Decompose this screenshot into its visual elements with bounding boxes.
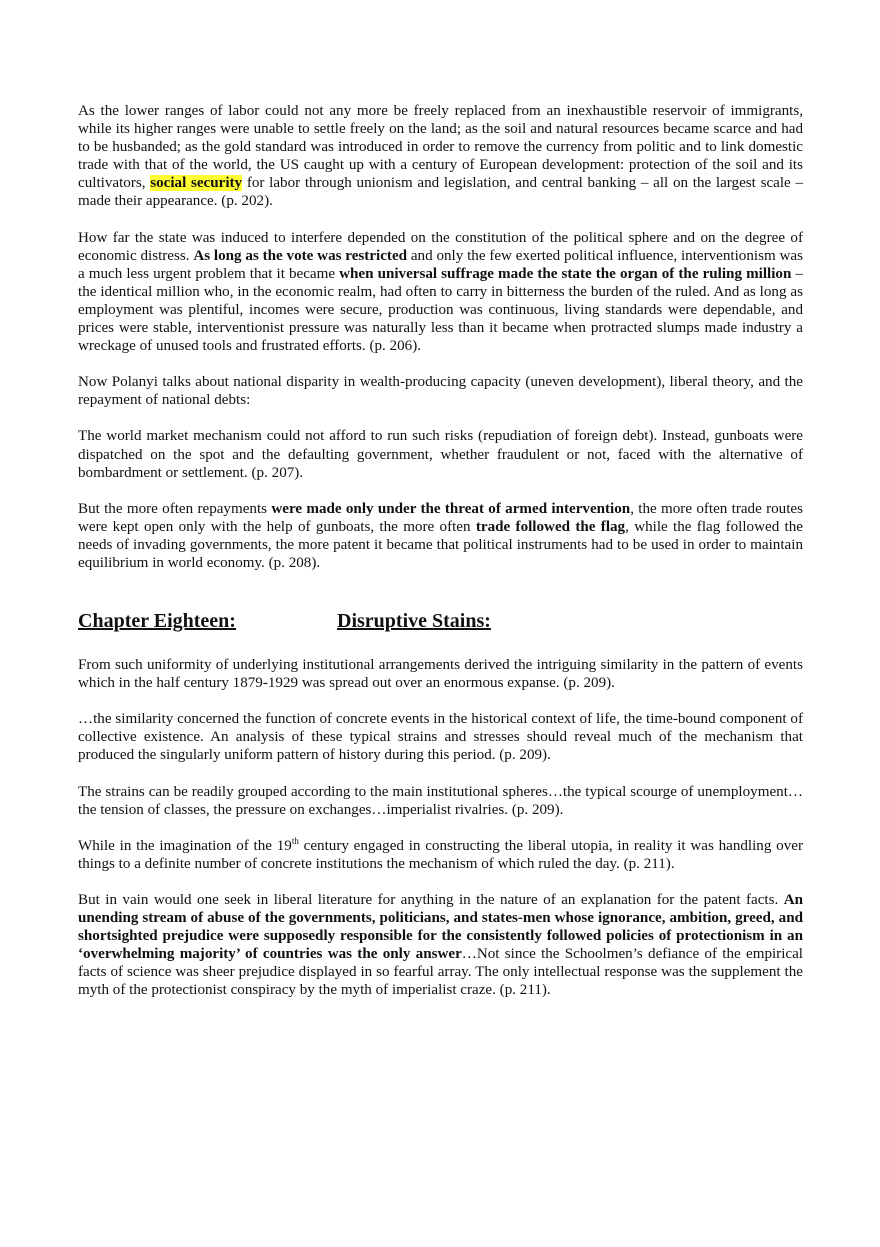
paragraph-1: As the lower ranges of labor could not any more be freely replaced from an inexhaustible reservoir of immigrants, while its higher ranges were unable to settle freely on the land; as the soil and natural resources became scarce and had to be husbanded; as the gold standard was introduced in order to remove the currency from politic and to link domestic trade with that of the world, the US caught up with a century of European development: protection of the soil and its cultivators, social security for labor through unionism and legislation, and central banking – all on the largest scale – made their appearance. (p. 202). [78, 103, 803, 210]
chapter-number: Chapter Eighteen: [78, 610, 236, 633]
document-page [78, 102, 803, 1017]
paragraph-9: While in the imagination of the 19th century engaged in constructing the liberal utopia, in reality it was handling over things to a definite number of concrete institutions the mechanism of which ruled the day. (p. 211). [78, 835, 803, 872]
paragraph-10: But in vain would one seek in liberal literature for anything in the nature of an explanation for the patent facts. An unending stream of abuse of the governments, politicians, and states-men whose ignorance, ambition, greed, and shortsighted prejudice were supposedly responsible for the consistently followed policies of protectionism in an ‘overwhelming majority’ of countries was the only answer…Not since the Schoolmen’s defiance of the empirical facts of science was sheer prejudice displayed in so fearful array. The only intellectual response was the supplement the myth of the protectionist conspiracy by the myth of imperialist craze. (p. 211). [78, 891, 803, 999]
highlighted-phrase: social security [150, 175, 243, 192]
paragraph-4: The world market mechanism could not afford to run such risks (repudiation of foreign debt). Instead, gunboats were dispatched on the spot and the defaulting government, whether fraudulent or not, faced with the alternative of bombardment or settlement. (p. 207). [78, 428, 803, 481]
paragraph-3: Now Polanyi talks about national disparity in wealth-producing capacity (uneven development), liberal theory, and the repayment of national debts: [78, 374, 803, 409]
paragraph-2: How far the state was induced to interfere depended on the constitution of the political sphere and on the degree of economic distress. As long as the vote was restricted and only the few exerted political influence, interventionism was a much less urgent problem that it became when universal suffrage made the state the organ of the ruling million – the identical million who, in the economic realm, had often to carry in bitterness the burden of the ruled. And as long as employment was plentiful, incomes were secure, production was continuous, living standards were dependable, and prices were stable, interventionist pressure was naturally less than it became when protracted slumps made industry a wreckage of unused tools and frustrated efforts. (p. 206). [78, 229, 803, 355]
chapter-title: Disruptive Stains: [337, 610, 491, 633]
paragraph-6: From such uniformity of underlying institutional arrangements derived the intriguing similarity in the pattern of events which in the half century 1879-1929 was spread out over an enormous expanse. (p. 209). [78, 657, 803, 692]
paragraph-8: The strains can be readily grouped according to the main institutional spheres…the typical scourge of unemployment…the tension of classes, the pressure on exchanges…imperialist rivalries. (p. 209). [78, 783, 803, 818]
paragraph-5: But the more often repayments were made only under the threat of armed intervention, the more often trade routes were kept open only with the help of gunboats, the more often trade followed the flag, while the flag followed the needs of invading governments, the more patent it became that political instruments had to be used in order to maintain equilibrium in world economy. (p. 208). [78, 500, 803, 571]
paragraph-7: …the similarity concerned the function of concrete events in the historical context of life, the time-bound component of collective existence. An analysis of these typical strains and stresses should reveal much of the mechanism that produced the singularly uniform pattern of history during this period. (p. 209). [78, 711, 803, 764]
chapter-heading [78, 609, 803, 633]
